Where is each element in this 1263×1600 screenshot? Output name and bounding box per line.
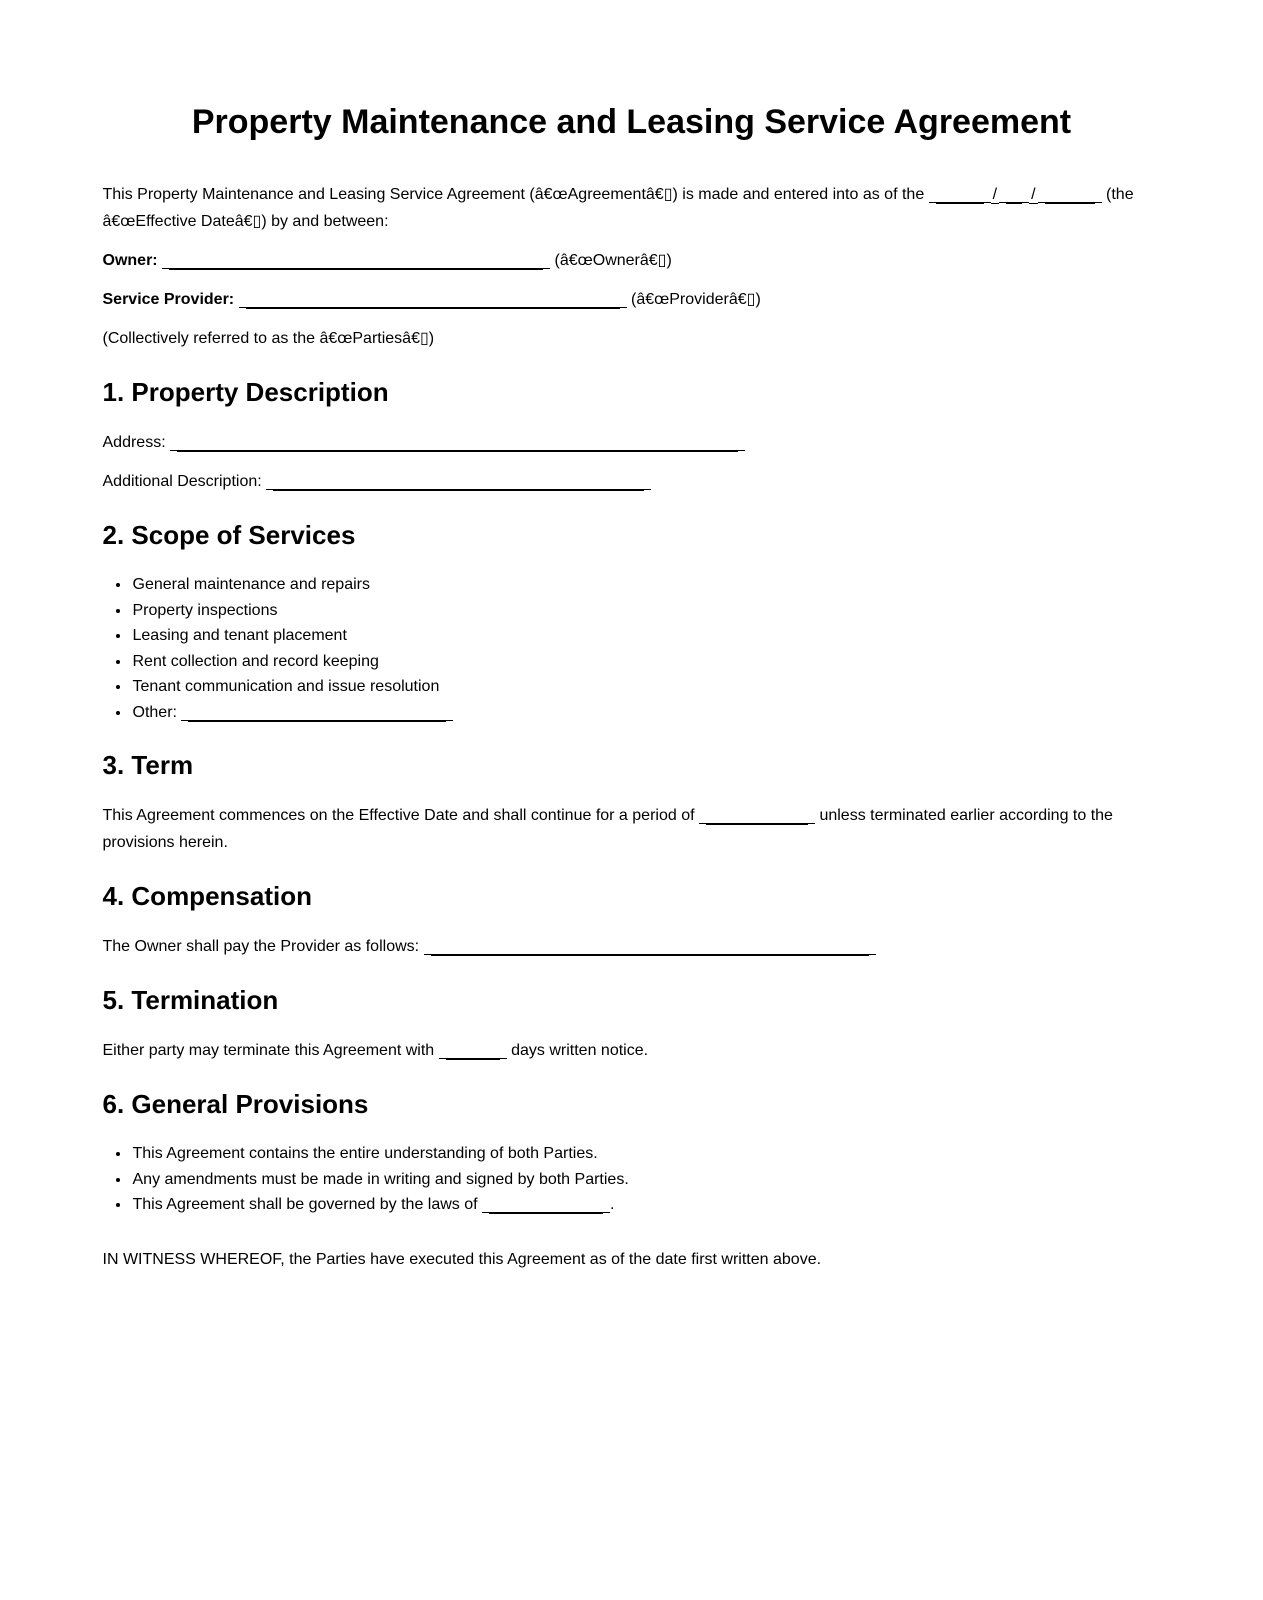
governing-law-blank	[482, 1208, 610, 1213]
compensation-text-before: The Owner shall pay the Provider as follows:	[102, 938, 420, 955]
list-item: Property inspections	[103, 598, 1161, 624]
list-item-governing-law	[103, 1192, 1161, 1218]
other-services-blank	[181, 716, 453, 721]
list-item-other	[103, 700, 1161, 726]
list-item: This Agreement contains the entire understanding of both Parties.	[103, 1141, 1161, 1167]
intro-paragraph	[103, 181, 1161, 235]
list-item: Any amendments must be made in writing and signed by both Parties.	[103, 1167, 1161, 1193]
document-title: Property Maintenance and Leasing Service Agreement	[191, 103, 1072, 141]
date-separator: /	[1031, 186, 1036, 203]
governing-law-text-before: This Agreement shall be governed by the laws of	[132, 1196, 478, 1213]
address-label: Address:	[102, 434, 166, 451]
additional-description-blank	[266, 485, 651, 490]
date-year-blank	[1038, 198, 1102, 203]
date-separator: /	[992, 186, 998, 203]
list-item: Tenant communication and issue resolution	[103, 674, 1161, 700]
term-text-before: This Agreement commences on the Effective Date and shall continue for a period of	[102, 807, 695, 824]
compensation-paragraph	[103, 933, 1161, 960]
other-label: Other:	[132, 703, 177, 721]
date-month-blank	[929, 198, 991, 203]
service-provider-label: Service Provider:	[102, 291, 235, 308]
owner-suffix: (â€œOwnerâ€▯)	[554, 252, 672, 269]
term-paragraph	[103, 802, 1161, 856]
date-day-blank	[999, 198, 1029, 203]
owner-name-blank	[162, 264, 550, 269]
section-heading-property-description: 1. Property Description	[102, 377, 389, 407]
section-heading-termination: 5. Termination	[102, 985, 279, 1015]
provider-name-blank	[239, 303, 627, 308]
general-provisions-list	[103, 1141, 1161, 1218]
list-item: General maintenance and repairs	[103, 572, 1161, 598]
scope-of-services-list	[103, 572, 1161, 725]
intro-text-after-date: (the â€œEffective Dateâ€▯) by and between:	[102, 186, 1134, 230]
effective-date-blank	[929, 186, 1102, 203]
termination-paragraph	[103, 1037, 1161, 1064]
collective-note: (Collectively referred to as the â€œPartiesâ€▯)	[102, 330, 435, 347]
list-item: Rent collection and record keeping	[103, 649, 1161, 675]
notice-days-blank	[439, 1054, 507, 1059]
section-heading-term: 3. Term	[102, 750, 194, 780]
section-heading-scope-of-services: 2. Scope of Services	[102, 520, 356, 550]
owner-line	[103, 247, 1161, 274]
section-heading-compensation: 4. Compensation	[102, 881, 312, 911]
address-line	[103, 429, 1161, 456]
additional-description-line	[103, 468, 1161, 495]
additional-description-label: Additional Description:	[102, 473, 262, 490]
term-length-blank	[699, 819, 815, 824]
document-page	[103, 0, 1161, 1273]
closing-paragraph: IN WITNESS WHEREOF, the Parties have executed this Agreement as of the date first written above.	[102, 1250, 822, 1268]
owner-label: Owner:	[102, 252, 158, 269]
service-provider-line	[103, 286, 1161, 313]
termination-text-before: Either party may terminate this Agreement with	[102, 1042, 435, 1059]
termination-text-after: days written notice.	[511, 1042, 649, 1059]
address-blank	[170, 446, 745, 451]
compensation-blank	[424, 950, 876, 955]
term-text-after: unless terminated earlier according to the provisions herein.	[102, 807, 1113, 851]
section-heading-general-provisions: 6. General Provisions	[102, 1089, 369, 1119]
governing-law-period: .	[610, 1196, 615, 1213]
intro-text-before-date: This Property Maintenance and Leasing Service Agreement (â€œAgreementâ€▯) is made and entered into as of the	[102, 186, 925, 203]
list-item: Leasing and tenant placement	[103, 623, 1161, 649]
provider-suffix: (â€œProviderâ€▯)	[631, 291, 761, 308]
